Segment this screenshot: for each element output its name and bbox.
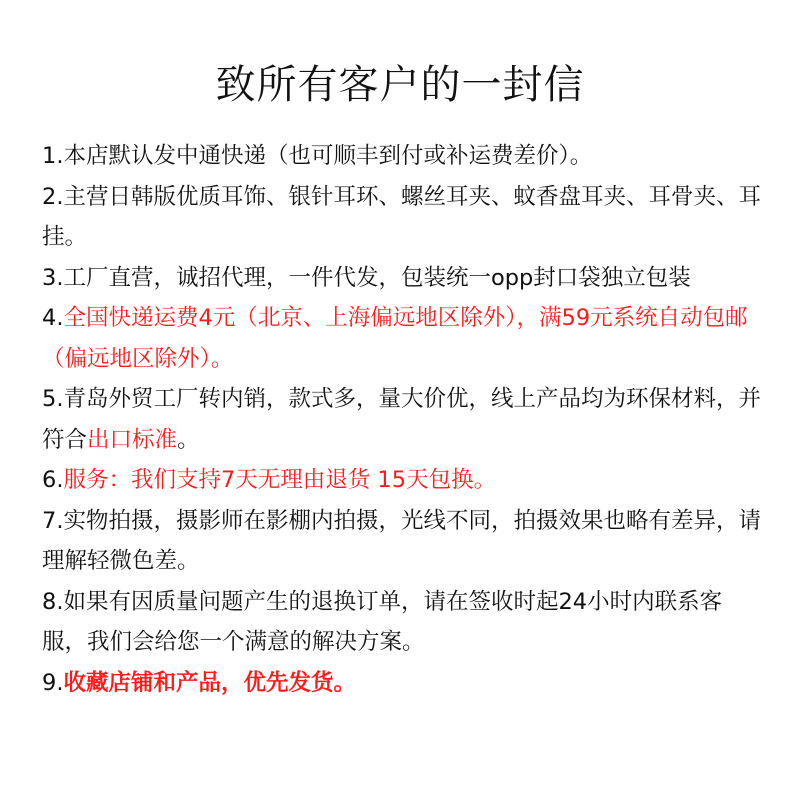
list-item-6 [42, 460, 762, 501]
list-item-9 [42, 663, 762, 704]
item-text: 青岛外贸工厂转内销，款式多，量大价优，线上产品均为环保材料，并符合 [42, 386, 761, 453]
item-number: 6. [42, 467, 64, 493]
item-text-highlight: 收藏店铺和产品，优先发货。 [63, 669, 356, 696]
list-item-1 [42, 136, 762, 177]
item-text-highlight: 服务：我们支持7天无理由退货 15天包换。 [63, 467, 497, 493]
list-item-8 [42, 582, 762, 663]
item-number: 7. [42, 507, 64, 534]
item-text-highlight: 出口标准 [87, 426, 178, 453]
item-number: 1. [42, 143, 64, 169]
list-item-2 [42, 177, 762, 258]
item-number: 4. [42, 305, 64, 331]
list-item-3 [42, 258, 762, 299]
item-number: 3. [42, 264, 64, 291]
item-text: 实物拍摄，摄影师在影棚内拍摄，光线不同，拍摄效果也略有差异，请理解轻微色差。 [42, 507, 761, 574]
item-text: 如果有因质量问题产生的退换订单，请在签收时起24小时内联系客服，我们会给您一个满意的解决方案。 [42, 588, 723, 655]
list-item-4 [42, 298, 762, 379]
item-text-highlight: 全国快递运费4元（北京、上海偏远地区除外），满59元系统自动包邮（偏远地区除外）。 [42, 305, 748, 372]
item-number: 8. [42, 588, 64, 615]
notice-list [42, 136, 762, 703]
list-item-7 [42, 501, 762, 582]
page-title: 致所有客户的一封信 [215, 61, 585, 108]
item-text: 主营日韩版优质耳饰、银针耳环、螺丝耳夹、蚊香盘耳夹、耳骨夹、耳挂。 [42, 183, 761, 250]
item-text: 本店默认发中通快递（也可顺丰到付或补运费差价）。 [63, 143, 593, 169]
item-text: 工厂直营，诚招代理，一件代发，包装统一opp封口袋独立包装 [63, 264, 691, 291]
item-number: 2. [42, 183, 64, 210]
list-item-5 [42, 379, 762, 460]
item-number: 5. [42, 386, 64, 412]
item-number: 9. [42, 669, 64, 696]
item-text-end: 。 [177, 426, 200, 453]
